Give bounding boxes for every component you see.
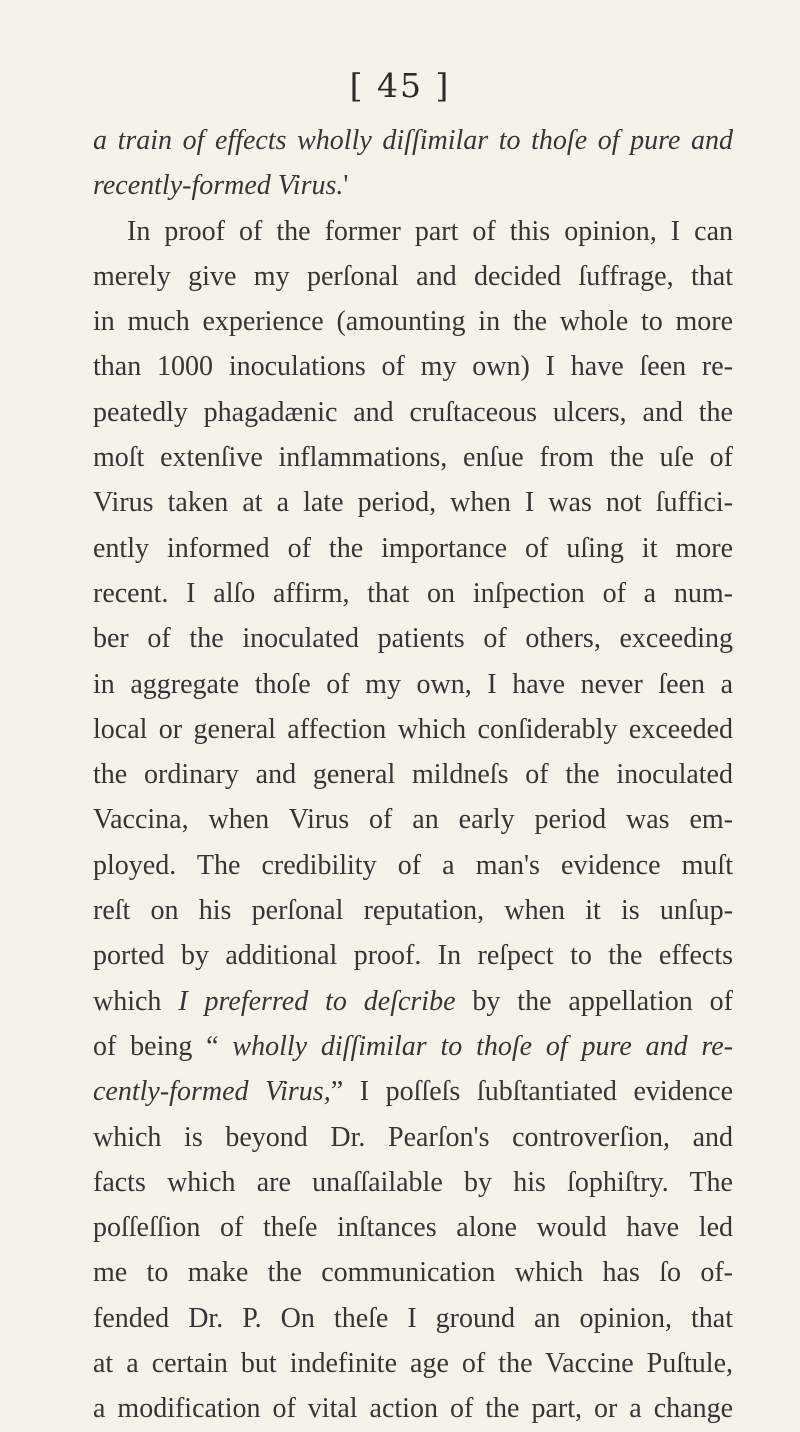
text-segment: ' xyxy=(343,170,349,202)
text-segment: ployed. The credibility of a man's evidence muſt xyxy=(93,849,733,881)
text-line xyxy=(93,843,733,888)
text-segment: ber of the inoculated patients of others, exceeding xyxy=(93,623,733,655)
text-line xyxy=(93,1115,733,1160)
text-segment: peatedly phagadænic and cruſtaceous ulcers, and the xyxy=(93,396,733,428)
text-segment: Vaccina, when Virus of an early period was em- xyxy=(93,804,733,836)
text-segment: poſſeſſion of theſe inſtances alone would have led xyxy=(93,1212,733,1244)
italic-text: wholly diſſimilar to thoſe of pure and re- xyxy=(232,1030,733,1062)
text-segment: than 1000 inoculations of my own) I have ſeen re- xyxy=(93,351,733,383)
text-line xyxy=(93,390,733,435)
text-line xyxy=(93,1160,733,1205)
body-text xyxy=(93,118,733,1432)
text-line xyxy=(93,344,733,389)
text-segment: ported by additional proof. In reſpect to the effects xyxy=(93,940,733,972)
text-segment: local or general affection which conſiderably exceeded xyxy=(93,713,733,745)
page-number-header: [ 45 ] xyxy=(349,66,451,105)
text-line xyxy=(93,1296,733,1341)
text-line xyxy=(93,616,733,661)
text-line xyxy=(93,118,733,163)
text-line xyxy=(93,1341,733,1386)
text-line xyxy=(93,163,733,208)
text-line xyxy=(93,888,733,933)
text-segment: merely give my perſonal and decided ſuffrage, that xyxy=(93,260,733,292)
text-segment: Virus taken at a late period, when I was not ſuffici- xyxy=(93,487,733,519)
text-segment: ently informed of the importance of uſing it more xyxy=(93,532,733,564)
text-segment: reſt on his perſonal reputation, when it is unſup- xyxy=(93,895,733,927)
text-line xyxy=(93,480,733,525)
italic-text: I preferred to deſcribe xyxy=(178,985,456,1017)
italic-text: a train of effects wholly diſſimilar to thoſe of pure and xyxy=(93,125,733,156)
text-segment: of being “ xyxy=(93,1030,233,1062)
text-line xyxy=(93,797,733,842)
italic-text: recently-formed Virus. xyxy=(93,170,344,202)
text-segment: at a certain but indefinite age of the Vaccine Puſtule, xyxy=(93,1348,733,1380)
text-segment: moſt extenſive inflammations, enſue from the uſe of xyxy=(93,442,733,474)
text-line xyxy=(93,1069,733,1114)
text-segment: in much experience (amounting in the whole to more xyxy=(93,306,733,338)
text-line xyxy=(93,1024,733,1069)
text-segment: by the appellation of xyxy=(455,985,733,1017)
text-segment: a modification of vital action of the part, or a change xyxy=(93,1393,733,1425)
text-segment: which xyxy=(93,985,179,1017)
text-line xyxy=(93,662,733,707)
text-line xyxy=(93,209,733,254)
text-line xyxy=(93,979,733,1024)
text-line xyxy=(93,254,733,299)
text-line xyxy=(93,1250,733,1295)
text-line xyxy=(93,707,733,752)
text-line xyxy=(93,933,733,978)
text-line xyxy=(93,299,733,344)
text-segment: ” I poſſeſs ſubſtantiated evidence xyxy=(330,1076,733,1108)
text-line xyxy=(93,526,733,571)
text-line xyxy=(93,1386,733,1431)
text-segment: the ordinary and general mildneſs of the inoculated xyxy=(93,759,733,791)
text-segment: In proof of the former part of this opinion, I can xyxy=(127,215,733,247)
text-line xyxy=(93,752,733,797)
text-segment: which is beyond Dr. Pearſon's controverſion, and xyxy=(93,1121,733,1153)
italic-text: cently-formed Virus, xyxy=(93,1076,331,1108)
text-segment: in aggregate thoſe of my own, I have never ſeen a xyxy=(93,668,733,700)
text-segment: fended Dr. P. On theſe I ground an opinion, that xyxy=(93,1302,733,1334)
text-line xyxy=(93,435,733,480)
text-segment: facts which are unaſſailable by his ſophiſtry. The xyxy=(93,1166,733,1198)
text-line xyxy=(93,571,733,616)
text-line xyxy=(93,1205,733,1250)
text-segment: me to make the communication which has ſo of- xyxy=(93,1257,733,1289)
text-segment: recent. I alſo affirm, that on inſpection of a num- xyxy=(93,577,733,609)
